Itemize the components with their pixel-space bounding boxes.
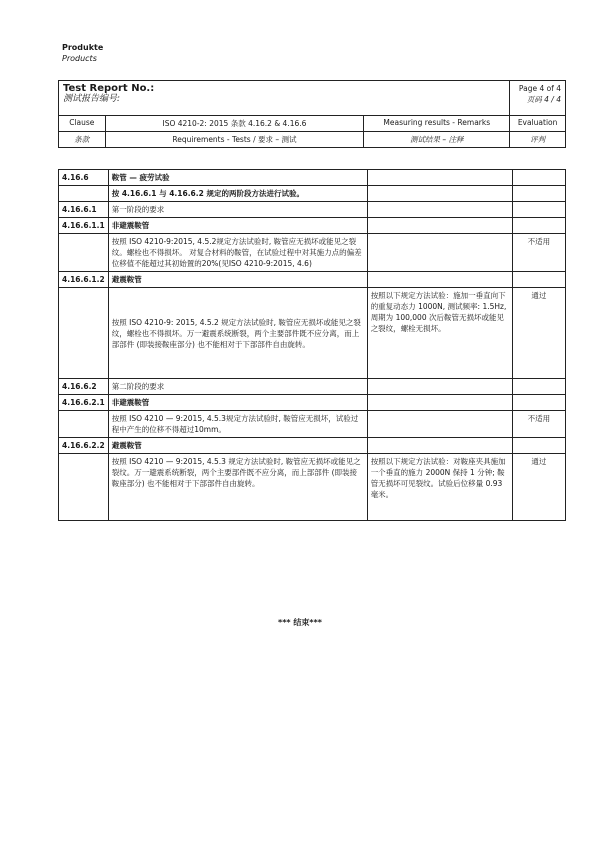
standard-header: ISO 4210-2: 2015 条款 4.16.2 & 4.16.6 — [105, 116, 364, 132]
requirement-text: 按照 ISO 4210 — 9:2015, 4.5.3规定方法试验时, 鞍管应无损坏，试验过程中产生的位移不得超过10mm。 — [108, 411, 367, 438]
evaluation-result: 不适用 — [512, 411, 565, 438]
requirement-text: 避震鞍管 — [108, 272, 367, 288]
evaluation-result — [512, 438, 565, 454]
company-name-en: Products — [62, 54, 97, 63]
clause-number — [59, 411, 109, 438]
clause-header-cn: 条款 — [59, 132, 106, 148]
measuring-result — [367, 379, 512, 395]
table-row — [59, 288, 566, 379]
report-header-table — [58, 80, 566, 148]
page-number: Page 4 of 4 — [518, 84, 561, 93]
table-row — [59, 395, 566, 411]
measuring-header-cn: 测试结果 – 注释 — [364, 132, 510, 148]
clause-header: Clause — [59, 116, 106, 132]
requirement-text: 避震鞍管 — [108, 438, 367, 454]
measuring-result — [367, 395, 512, 411]
evaluation-result: 不适用 — [512, 234, 565, 272]
report-number-cell — [59, 81, 510, 116]
clause-number: 4.16.6.2 — [59, 379, 109, 395]
evaluation-result — [512, 272, 565, 288]
clause-number: 4.16.6.2.2 — [59, 438, 109, 454]
end-marker: *** 结束*** — [278, 618, 322, 627]
measuring-result — [367, 202, 512, 218]
table-row — [59, 454, 566, 521]
clause-number: 4.16.6 — [59, 170, 109, 186]
table-row — [59, 234, 566, 272]
measuring-result — [367, 438, 512, 454]
requirement-text: 按 4.16.6.1 与 4.16.6.2 规定的两阶段方法进行试验。 — [108, 186, 367, 202]
requirement-text: 第二阶段的要求 — [108, 379, 367, 395]
clause-number — [59, 454, 109, 521]
requirement-text: 非避震鞍管 — [108, 395, 367, 411]
measuring-result: 按照以下规定方法试验：施加一垂直向下的重复动态力 1000N, 测试频率: 1.5Hz,周期为 100,000 次后鞍管无损坏或能见之裂纹，螺栓无损坏。 — [367, 288, 512, 379]
table-row — [59, 170, 566, 186]
clause-number: 4.16.6.1 — [59, 202, 109, 218]
table-row — [59, 411, 566, 438]
clause-number — [59, 234, 109, 272]
requirement-text: 非避震鞍管 — [108, 218, 367, 234]
evaluation-header: Evaluation — [510, 116, 566, 132]
requirements-table — [58, 169, 566, 521]
evaluation-result — [512, 202, 565, 218]
measuring-result: 按照以下规定方法试验：对鞍座夹具施加一个垂直的施力 2000N 保持 1 分钟; 鞍管无损坏可见裂纹。试验后位移量 0.93 毫米。 — [367, 454, 512, 521]
evaluation-result: 通过 — [512, 454, 565, 521]
requirement-text: 鞍管 — 疲劳试验 — [108, 170, 367, 186]
page-info-cell — [510, 81, 566, 116]
evaluation-result — [512, 395, 565, 411]
evaluation-header-cn: 评判 — [510, 132, 566, 148]
evaluation-result — [512, 218, 565, 234]
requirement-text: 第一阶段的要求 — [108, 202, 367, 218]
measuring-result — [367, 234, 512, 272]
evaluation-result — [512, 379, 565, 395]
measuring-result — [367, 218, 512, 234]
report-number-title: Test Report No.: — [63, 83, 155, 94]
clause-number — [59, 288, 109, 379]
evaluation-result — [512, 186, 565, 202]
clause-number — [59, 186, 109, 202]
measuring-result — [367, 272, 512, 288]
requirements-header: Requirements - Tests / 要求 – 测试 — [105, 132, 364, 148]
page-header — [62, 42, 103, 64]
table-row — [59, 438, 566, 454]
measuring-result — [367, 411, 512, 438]
requirement-text: 按照 ISO 4210-9:2015, 4.5.2规定方法试验时, 鞍管应无损坏或能见之裂纹。螺栓也不得损坏。 对复合材料的鞍管，在试验过程中对其施力点的偏差位移值不能超过其初始置的20%(见ISO 4210-9:2015, 4.6) — [108, 234, 367, 272]
table-row — [59, 379, 566, 395]
clause-number: 4.16.6.2.1 — [59, 395, 109, 411]
measuring-result — [367, 170, 512, 186]
measuring-header: Measuring results - Remarks — [364, 116, 510, 132]
measuring-result — [367, 186, 512, 202]
requirement-text: 按照 ISO 4210-9: 2015, 4.5.2 规定方法试验时, 鞍管应无损坏或能见之裂纹，螺栓也不得损坏。万一避震系统断裂，两个主要部件既不应分离，而上部部件 (即装接鞍座部分) 也不能相对于下部部件自由旋转。 — [108, 288, 367, 379]
clause-number: 4.16.6.1.1 — [59, 218, 109, 234]
requirement-text: 按照 ISO 4210 — 9:2015, 4.5.3 规定方法试验时, 鞍管应无损坏或能见之裂纹。万一避震系统断裂，两个主要部件既不应分离，而上部部件 (即装接鞍座部分) 也不能相对于下部部件自由旋转。 — [108, 454, 367, 521]
report-number-title-cn: 测试报告编号: — [63, 94, 121, 104]
evaluation-result — [512, 170, 565, 186]
table-row — [59, 272, 566, 288]
table-row — [59, 186, 566, 202]
evaluation-result: 通过 — [512, 288, 565, 379]
table-row — [59, 218, 566, 234]
page-number-cn: 页码 4 / 4 — [526, 95, 561, 104]
company-name-de: Produkte — [62, 43, 104, 52]
clause-number: 4.16.6.1.2 — [59, 272, 109, 288]
table-row — [59, 202, 566, 218]
